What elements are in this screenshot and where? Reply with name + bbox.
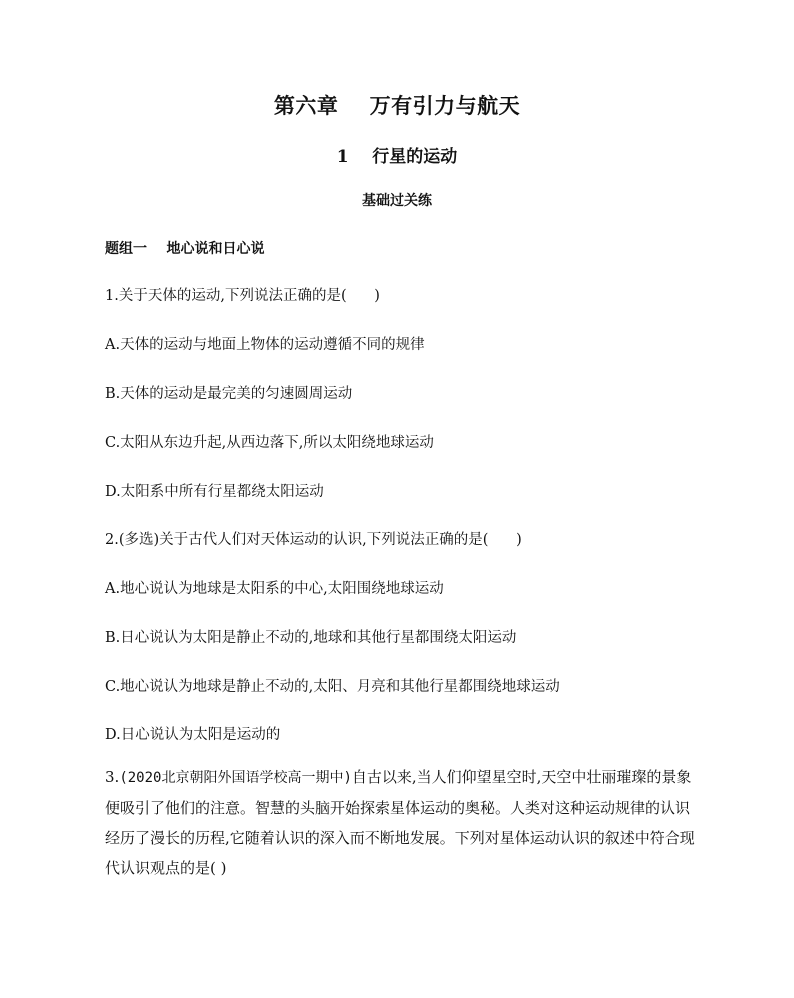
q1-stem: 1.关于天体的运动,下列说法正确的是( ) [105, 288, 380, 304]
q3-number: 3. [105, 768, 120, 786]
q3-source: (2020北京朝阳外国语学校高一期中) [119, 770, 352, 786]
q2-stem: 2.(多选)关于古代人们对天体运动的认识,下列说法正确的是( ) [105, 532, 522, 548]
section-title: 1 行星的运动 [336, 147, 458, 167]
question-group-title: 题组一 地心说和日心说 [105, 241, 265, 257]
q1-option-d: D.太阳系中所有行星都绕太阳运动 [105, 484, 324, 500]
q1-option-c: C.太阳从东边升起,从西边落下,所以太阳绕地球运动 [105, 435, 434, 451]
q2-option-b: B.日心说认为太阳是静止不动的,地球和其他行星都围绕太阳运动 [105, 630, 517, 646]
q2-option-a: A.地心说认为地球是太阳系的中心,太阳围绕地球运动 [105, 581, 444, 597]
subsection-title: 基础过关练 [362, 193, 432, 209]
q1-option-a: A.天体的运动与地面上物体的运动遵循不同的规律 [105, 337, 425, 353]
chapter-title: 第六章 万有引力与航天 [273, 93, 521, 118]
q3-text: 自古以来,当人们仰望星空时,天空中壮丽璀璨的景象便吸引了他们的注意。智慧的头脑开始探索星体运动的奥秘。人类对这种运动规律的认识经历了漫长的历程,它随着认识的深入而不断地发展。下列对星体运动认识的叙述中符合现代认识观点的是( ) [105, 768, 695, 877]
q2-option-c: C.地心说认为地球是静止不动的,太阳、月亮和其他行星都围绕地球运动 [105, 679, 560, 695]
q1-option-b: B.天体的运动是最完美的匀速圆周运动 [105, 386, 353, 402]
q3-paragraph [105, 762, 695, 883]
q2-option-d: D.日心说认为太阳是运动的 [105, 727, 281, 743]
